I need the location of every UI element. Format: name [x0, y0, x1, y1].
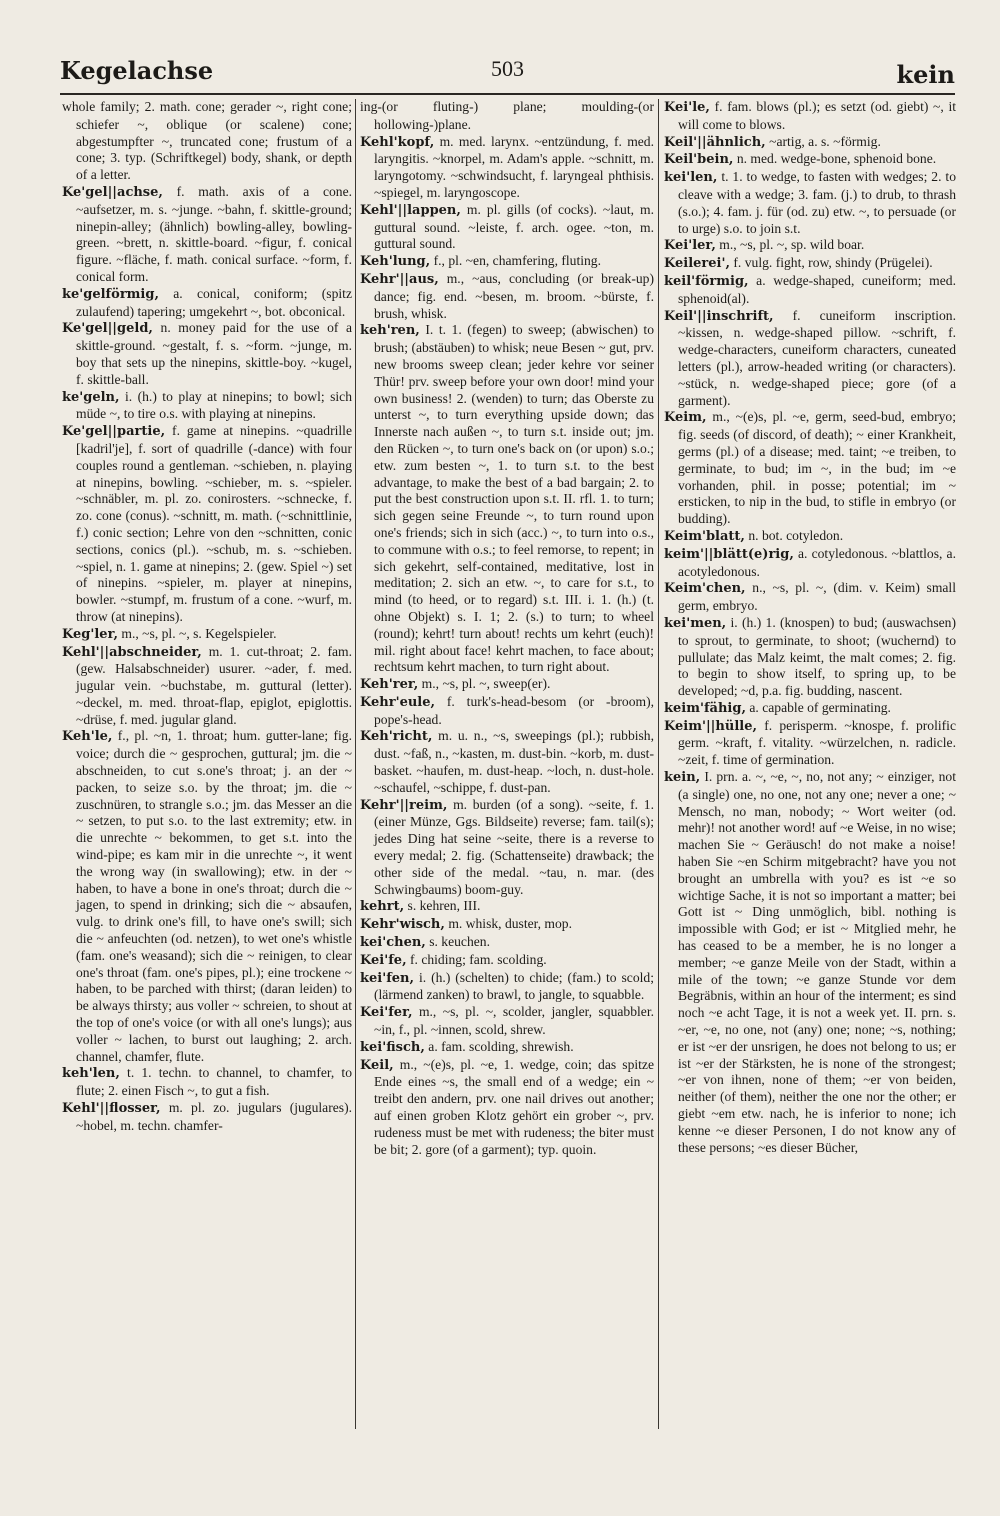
entry-headword: Keh'richt, [360, 729, 433, 745]
header-rule [60, 93, 955, 95]
dictionary-entry [62, 1100, 352, 1135]
dictionary-entry [360, 916, 654, 934]
entry-headword: Keil'bein, [664, 152, 734, 168]
column-divider [355, 99, 356, 1429]
entry-headword: Keim'blatt, [664, 528, 745, 544]
dictionary-entry [360, 970, 654, 1005]
entry-text: f. vulg. fight, row, shindy (Prügelei). [733, 255, 933, 271]
entry-text: n. money paid for the use of a skittle-ground. ~gestalt, f. s. ~form. ~junge, m. boy that sets up the ninepins, skittle-boy. ~kugel, f. skittle-ball. [76, 320, 352, 387]
dictionary-entry [664, 769, 956, 1156]
dictionary-entry [62, 389, 352, 424]
dictionary-entry [664, 237, 956, 255]
entry-text: m., ~(e)s, pl. ~e, germ, seed-bud, embryo; fig. seeds (of discord, of death); ~ einer Krankheit, germs (pl.) of a disease; med. taint; ~e treiben, to germinate, to bud; im ~, in the bud; im ~e vorhanden, phil. in posse; potential; im ~ ersticken, to nip in the bud, to stifle in embryo (or budding). [678, 409, 956, 527]
dictionary-entry [360, 99, 654, 134]
entry-headword: Kehl'kopf, [360, 134, 435, 150]
entry-text: f. chiding; fam. scolding. [410, 951, 547, 967]
dictionary-entry [360, 728, 654, 796]
page-number: 503 [491, 56, 524, 81]
column-divider [658, 99, 659, 1429]
entry-headword: kei'len, [664, 170, 718, 186]
dictionary-entry [664, 580, 956, 615]
entry-text: m. med. larynx. ~entzündung, f. med. laryngitis. ~knorpel, m. Adam's apple. ~schnitt, m. laryngotomy. ~schwindsucht, f. laryngeal phthisis. ~spiegel, m. laryngoscope. [374, 133, 654, 200]
entry-headword: kei'fen, [360, 970, 415, 986]
dictionary-entry [360, 797, 654, 899]
dictionary-entry [664, 99, 956, 134]
entry-headword: Keil'||inschrift, [664, 308, 774, 324]
dictionary-entry [360, 694, 654, 729]
entry-text: i. (h.) 1. (knospen) to bud; (auswachsen) to sprout, to germinate, to shoot; (wuchernd) to pullulate; das Malz keimt, the malt comes; 2. fig. to begin to show itself, to spring up, to be developed; ~d, p.a. fig. budding, nascent. [678, 614, 956, 699]
entry-headword: Kehl'||abschneider, [62, 644, 202, 660]
dictionary-entry [664, 718, 956, 769]
dictionary-entry [360, 202, 654, 253]
entry-headword: Kei'le, [664, 100, 710, 115]
entry-text: f. fam. blows (pl.); es setzt (od. giebt) ~, it will come to blows. [678, 99, 956, 132]
entry-headword: kei'chen, [360, 935, 426, 951]
entry-headword: keh'len, [62, 1066, 120, 1082]
page-header [60, 56, 955, 89]
entry-text: f., pl. ~n, 1. throat; hum. gutter-lane; fig. voice; durch die ~ gesprochen, guttural; jm. die ~ abschneiden, to cut s.one's throat; j. an der ~ packen, to seize s.o. by the throat; jm. die ~ zuschnüren, to strangle s.o.; jm. das Messer an die ~ setzen, to put s.o. to the last extremity; etw. in die unrechte ~ bekommen, to get s.t. into the wind-pipe; es kam mir in die unrechte ~, it went the wrong way (in swallowing); etw. in der ~ haben, to have a bone in one's throat; durch die ~ jagen, to spend in drinking; sich die ~ absaufen, vulg. to drink one's fill, to have one's swill; sich die ~ anfeuchten (od. netzen), to wet one's whistle (fam. one's weasand); sich die ~ reinigen, to clear one's throat (fam. one's pipes, pl.); eine trockene ~ haben, to be parched with thirst; (daran leiden) to be always thirsty; aus voller ~ schreien, to shout at the top of one's voice (or with all one's lungs); aus voller ~ lachen, to burst out laughing; 2. arch. channel, chamfer, flute. [76, 728, 352, 1064]
entry-headword: keil'förmig, [664, 273, 749, 289]
dictionary-entry [664, 615, 956, 700]
column-2 [360, 99, 654, 1429]
entry-headword: Kehr'||reim, [360, 797, 448, 813]
entry-text: m., ~aus, concluding (or break-up) dance; fig. end. ~besen, m. broom. ~bürste, f. brush, whisk. [374, 270, 654, 321]
dictionary-entry [360, 134, 654, 202]
entry-text: m. burden (of a song). ~seite, f. 1. (einer Münze, Ggs. Bildseite) reverse; fam. tail(s); jedes Ding hat seine ~seite, there is a reverse to every medal; 2. fig. (Schattenseite) drawback; the other side of the medal. ~tau, n. mar. (des Schwingbaums) boom-guy. [374, 796, 654, 897]
entry-headword: Kehr'wisch, [360, 917, 445, 933]
dictionary-entry [360, 898, 654, 916]
entry-headword: Keg'ler, [62, 626, 118, 642]
entry-text: m., ~(e)s, pl. ~e, 1. wedge, coin; das spitze Ende eines ~s, the small end of a wedge; ein ~ treibt den andern, prv. one nail drives out another; auf einen groben Klotz gehört ein grober ~, prv. rudeness must be met with rudeness; the biter must be bit; 2. gore (of a garment); typ. quoin. [374, 1056, 654, 1157]
entry-headword: Keh'rer, [360, 677, 419, 693]
dictionary-entry [664, 134, 956, 152]
dictionary-entry [664, 151, 956, 169]
entry-text: f. math. axis of a cone. ~aufsetzer, m. s. ~junge. ~bahn, f. skittle-ground; ninepin-alley; (ähnlich) bowling-alley, bowling-green. ~brett, n. skittle-board. ~figur, f. conical figure. ~fläche, f. math. conical surface. ~form, f. conical form. [76, 183, 352, 284]
entry-text: f. cuneiform inscription. ~kissen, n. wedge-shaped pillow. ~schrift, f. wedge-characters, cuneiform characters, cuneated letters (pl.), arrow-headed writing (or characters). ~stück, n. wedge-shaped piece; gore (of a garment). [678, 307, 956, 408]
entry-text: n. med. wedge-bone, sphenoid bone. [736, 151, 937, 167]
dictionary-entry [62, 1065, 352, 1100]
entry-headword: Keh'le, [62, 729, 113, 745]
entry-headword: Keim, [664, 410, 707, 426]
dictionary-entry [62, 728, 352, 1065]
entry-headword: Kehl'||lappen, [360, 202, 461, 218]
entry-text: s. keuchen. [429, 934, 490, 950]
dictionary-entry [664, 528, 956, 546]
entry-headword: Kehl'||flosser, [62, 1101, 161, 1117]
dictionary-entry [62, 423, 352, 626]
entry-headword: Kehr'||aus, [360, 271, 439, 287]
entry-text: a. conical, coniform; (spitz zulaufend) tapering; umgekehrt ~, bot. obconical. [76, 285, 352, 319]
entry-text: a. wedge-shaped, cuneiform; med. sphenoid(al). [678, 272, 956, 306]
entry-headword: Keilerei', [664, 256, 730, 272]
dictionary-entry [62, 644, 352, 729]
dictionary-entry [62, 99, 352, 184]
entry-headword: keim'fähig, [664, 700, 746, 716]
entry-text: n. bot. cotyledon. [748, 527, 844, 543]
entry-text: m., ~s, pl. ~, sweep(er). [421, 676, 551, 692]
entry-headword: Ke'gel||partie, [62, 424, 166, 440]
dictionary-entry [360, 322, 654, 676]
dictionary-entry [360, 271, 654, 322]
dictionary-entry [360, 253, 654, 271]
entry-text: a. capable of germinating. [749, 699, 891, 715]
entry-headword: ke'geln, [62, 389, 120, 405]
entry-headword: kei'fisch, [360, 1039, 425, 1055]
entry-text: m. pl. gills (of cocks). ~laut, m. guttural sound. ~leiste, f. arch. ogee. ~ton, m. guttural sound. [374, 201, 654, 252]
column-3 [664, 99, 956, 1429]
entry-text: f. perisperm. ~knospe, f. prolific germ. ~kraft, f. vitality. ~würzelchen, n. radicle. ~zeit, f. time of germination. [678, 717, 956, 768]
entry-text: whole family; 2. math. cone; gerader ~, right cone; schiefer ~, oblique (or scalene) cone; abgestumpfter ~, truncated cone; frustum of a cone; 3. typ. (Schriftkegel) body, shank, or depth of a letter. [62, 99, 352, 183]
entry-text: n., ~s, pl. ~, (dim. v. Keim) small germ, embryo. [678, 580, 956, 614]
dictionary-entry [664, 308, 956, 410]
dictionary-entry [360, 1004, 654, 1039]
entry-headword: kei'men, [664, 615, 727, 631]
entry-text: s. kehren, III. [407, 898, 481, 914]
entry-text: ~artig, a. s. ~förmig. [769, 133, 881, 149]
entry-headword: Kei'fe, [360, 952, 407, 968]
entry-headword: Keh'lung, [360, 254, 431, 270]
entry-text: m., ~s, pl. ~, sp. wild boar. [719, 237, 865, 253]
entry-headword: Keim'||hülle, [664, 718, 757, 734]
dictionary-entry [360, 934, 654, 952]
entry-text: m. u. n., ~s, sweepings (pl.); rubbish, dust. ~faß, n., ~kasten, m. dust-bin. ~korb, m. dust-basket. ~haufen, m. dust-heap. ~loch, n. dust-hole. ~schaufel, ~schippe, f. dust-pan. [374, 728, 654, 795]
entry-text: I. t. 1. (fegen) to sweep; (abwischen) to brush; (abstäuben) to whisk; neue Besen ~ gut, prv. new brooms sweep clean; jeder kehre vor seiner Thür! prv. sweep before your own door! mind your own business! 2. (wenden) to turn; das Oberste zu unterst ~, to turn everything upside down; das Innerste nach außen ~, to turn s.t. inside out; jm. den Rücken ~, to turn one's back on (or upon) s.o.; etw. zum besten ~, 1. to turn s.t. to the best advantage, to make the best of a bad bargain; 2. to put the best construction upon s.t. II. rfl. 1. to turn; sich gegen seine Freunde ~, to turn round upon one's friends; sich in sich (acc.) ~, to turn into o.s., to commune with o.s.; to feel remorse, to repent; in sich gekehrt, self-contained, meditative, lost in meditation; 2. sich an etw. ~, to care for s.t., to mind (to heed, or to regard) s.t. III. i. 1. (h.) (t. ohne Objekt) s. I. 1; 2. (s.) to turn; to wheel (round); kehrt! turn about! rechts um kehrt (euch)! mil. right about face! kehrt machen, to face about; rechtsum kehrt machen, to turn right about. [374, 322, 654, 675]
dictionary-entry [664, 255, 956, 273]
entry-text: i. (h.) to play at ninepins; to bowl; sich müde ~, to tire o.s. with playing at ninepins. [76, 388, 352, 422]
dictionary-entry [360, 676, 654, 694]
entry-text: I. prn. a. ~, ~e, ~, no, not any; ~ einziger, not (a single) one, no one, not any one; never a one; ~ Mensch, no man, nobody; ~ Wort weiter (od. mehr)! not another word! auf ~e Weise, in no wise; machen Sie ~ Geräusch! do not make a noise! haben Sie ~en Schirm mitgebracht? have you not brought an umbrella with you? es ist ~e so wichtige Sache, it is not so important a matter; bei Gott ist ~ Ding unmöglich, bibl. nothing is impossible with God; er ist ~ Mitglied mehr, he has ceased to be a member, he is no longer a member; ~e ganze Meile von der Stadt, within a mile of the town; ~e ganze Stunde vor dem Begräbnis, within an hour of the interment; es sind noch ~e acht Tage, it is not a week yet. II. prn. s. ~er, ~e, no one, not (any) one; none; ~s, nothing; er ist ~er der unsrigen, he does not belong to us; er ist ~er der Stärksten, he is none of the strongest; ~er von ihnen, none of them; ~er von beiden, neither (of them), neither the one nor the other; er giebt ~em etw. nach, he is inferior to none; ich kenne ~e dieser Personen, I do not know any of these persons; ~es dieser Bücher, [678, 769, 956, 1155]
entry-text: i. (h.) (schelten) to chide; (fam.) to scold; (lärmend zanken) to brawl, to jangle, to squabble. [374, 969, 654, 1003]
entry-headword: kehrt, [360, 899, 405, 915]
dictionary-entry [62, 184, 352, 286]
dictionary-entry [360, 1039, 654, 1057]
entry-text: f. turk's-head-besom (or -broom), pope's-head. [374, 693, 654, 727]
dictionary-entry [664, 409, 956, 528]
entry-headword: Kei'fer, [360, 1005, 413, 1021]
entry-headword: keh'ren, [360, 323, 420, 339]
entry-text: a. fam. scolding, shrewish. [428, 1038, 574, 1054]
dictionary-entry [62, 626, 352, 644]
entry-text: t. 1. techn. to channel, to chamfer, to flute; 2. einen Fisch ~, to gut a fish. [76, 1065, 352, 1099]
dictionary-entry [62, 320, 352, 388]
entry-headword: Ke'gel||achse, [62, 184, 163, 200]
entry-headword: Keil'||ähnlich, [664, 134, 766, 150]
entry-headword: Kei'ler, [664, 238, 716, 254]
column-1 [62, 99, 352, 1429]
entry-text: t. 1. to wedge, to fasten with wedges; 2. to cleave with a wedge; 3. fam. (j.) to drub, to thrash (s.o.); 4. fam. j. für (od. zu) etw. ~, to persuade (or to urge) s.o. to join s.t. [678, 169, 956, 236]
entry-text: m., ~s, pl. ~, s. Kegelspieler. [121, 625, 277, 641]
dictionary-entry [664, 273, 956, 308]
entry-headword: Keim'chen, [664, 581, 746, 597]
entry-text: m. pl. zo. jugulars (jugulares). ~hobel, m. techn. chamfer- [76, 1100, 352, 1133]
entry-text: f., pl. ~en, chamfering, fluting. [433, 253, 602, 269]
entry-headword: Kehr'eule, [360, 694, 436, 710]
entry-text: m., ~s, pl. ~, scolder, jangler, squabbler. ~in, f., pl. ~innen, scold, shrew. [374, 1004, 654, 1038]
running-head-left: Kegelachse [60, 56, 214, 85]
dictionary-entry [360, 1057, 654, 1159]
entry-text: m. whisk, duster, mop. [448, 916, 572, 932]
running-head-right: kein [896, 60, 955, 89]
entry-headword: keim'||blätt(e)rig, [664, 546, 794, 562]
dictionary-entry [664, 546, 956, 581]
entry-text: a. cotyledonous. ~blattlos, a. acotyledonous. [678, 545, 956, 579]
dictionary-entry [664, 700, 956, 718]
dictionary-entry [62, 286, 352, 321]
entry-headword: ke'gelförmig, [62, 286, 159, 302]
entry-text: f. game at ninepins. ~quadrille [kadril'je], f. sort of quadrille (-dance) with four couples round a gentleman. ~schieben, n. playing at ninepins, bowling. ~schieber, m. s. ~spieler. ~schnäbler, m. pl. zo. conirosters. ~schnecke, f. zo. cone (conus). ~schnitt, m. math. (~schnittlinie, f.) conic section; Lehre von den ~schnitten, conic sections, conics (pl.). ~schub, m. s. ~schieben. ~spiel, n. 1. game at ninepins; 2. (gew. Spiel ~) set of ninepins. ~spieler, m. player at ninepins, bowler. ~stumpf, m. frustum of a cone. ~wurf, m. throw (at ninepins). [76, 423, 352, 624]
entry-text: m. 1. cut-throat; 2. fam. (gew. Halsabschneider) usurer. ~ader, f. med. jugular vein. ~buchstabe, m. guttural (letter). ~deckel, m. med. throat-flap, epiglot, epiglottis. ~drüse, f. med. jugular gland. [76, 643, 352, 727]
dictionary-entry [664, 169, 956, 237]
entry-headword: Ke'gel||geld, [62, 321, 153, 337]
entry-headword: Keil, [360, 1057, 394, 1073]
entry-text: ing-(or fluting-) plane; moulding-(or hollowing-)plane. [360, 99, 654, 132]
entry-headword: kein, [664, 770, 701, 786]
dictionary-entry [360, 952, 654, 970]
